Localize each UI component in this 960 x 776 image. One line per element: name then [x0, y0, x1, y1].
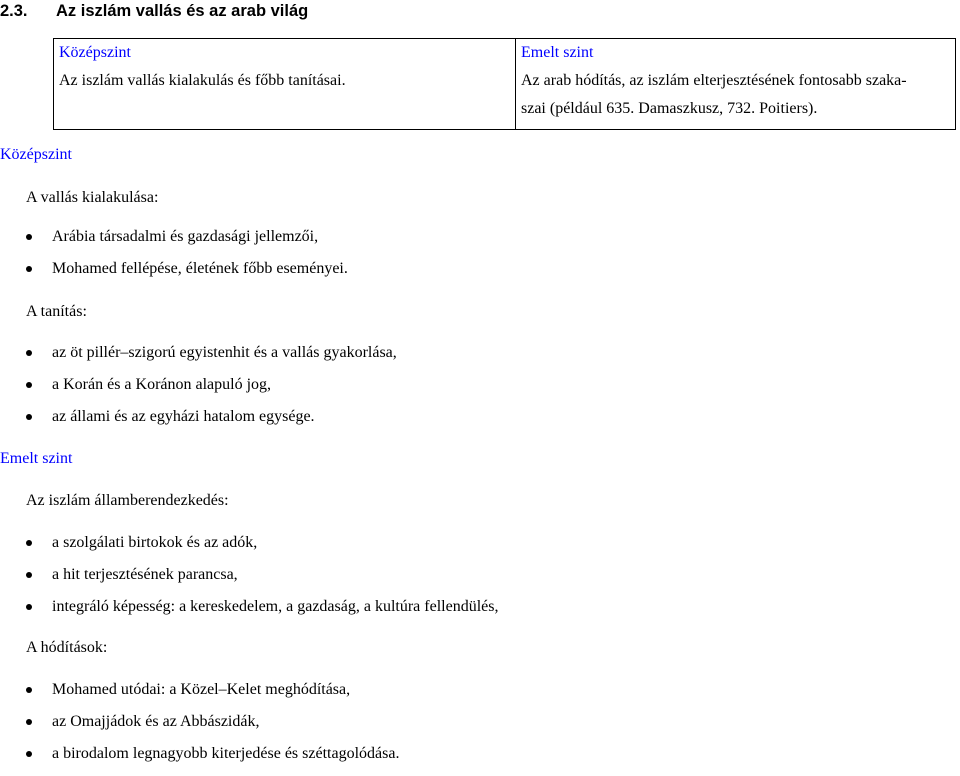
- bullet-icon: [26, 350, 32, 356]
- list-item: [0, 343, 397, 375]
- bullet-icon: [26, 382, 32, 388]
- emelt-szint-label: Emelt szint: [0, 450, 73, 467]
- intro-table-row: [54, 39, 956, 130]
- list-item-text: integráló képesség: a kereskedelem, a gazdaság, a kultúra fellendülés,: [52, 598, 499, 615]
- list-item: [0, 227, 348, 259]
- intro-table: [53, 38, 956, 130]
- list-item-text: Mohamed fellépése, életének főbb eseményei.: [52, 260, 348, 277]
- list-item-text: a hit terjesztésének parancsa,: [52, 566, 238, 583]
- section-title: Az iszlám vallás és az arab világ: [56, 2, 309, 20]
- list-item: [0, 597, 498, 629]
- bullet-icon: [26, 687, 32, 693]
- bullet-icon: [26, 540, 32, 546]
- intro-cell-emelt-szint: [516, 39, 956, 130]
- list-item: [0, 375, 397, 407]
- list-item-text: az öt pillér–szigorú egyistenhit és a vallás gyakorlása,: [52, 344, 397, 361]
- list-item: [0, 744, 399, 776]
- bullet-icon: [26, 719, 32, 725]
- list-item: [0, 533, 498, 565]
- list-item: [0, 712, 399, 744]
- intro-kozepszint-text: Az iszlám vallás kialakulás és főbb tanításai.: [59, 72, 346, 89]
- intro-emelt-szint-label: Emelt szint: [521, 44, 594, 61]
- allam-heading: Az iszlám államberendezkedés:: [26, 492, 229, 509]
- vallas-heading: A vallás kialakulása:: [26, 189, 159, 206]
- intro-emelt-szint-text-line1: Az arab hódítás, az iszlám elterjesztésének fontosabb szaka-: [521, 72, 907, 89]
- list-item-text: Mohamed utódai: a Közel–Kelet meghódítása,: [52, 681, 351, 698]
- list-item-text: az állami és az egyházi hatalom egysége.: [52, 408, 315, 425]
- intro-cell-kozepszint: [54, 39, 516, 130]
- list-item: [0, 680, 399, 712]
- allam-list: [0, 533, 498, 629]
- bullet-icon: [26, 604, 32, 610]
- intro-kozepszint-label: Középszint: [59, 44, 131, 61]
- bullet-icon: [26, 572, 32, 578]
- list-item-text: Arábia társadalmi és gazdasági jellemzői,: [52, 228, 319, 245]
- hoditasok-list: [0, 680, 399, 776]
- section-heading: [0, 0, 308, 22]
- bullet-icon: [26, 414, 32, 420]
- list-item-text: a birodalom legnagyobb kiterjedése és széttagolódása.: [52, 745, 400, 762]
- bullet-icon: [26, 266, 32, 272]
- intro-emelt-szint-text-line2: szai (például 635. Damaszkusz, 732. Poitiers).: [521, 100, 818, 117]
- list-item: [0, 407, 397, 439]
- list-item: [0, 565, 498, 597]
- list-item-text: az Omajjádok és az Abbászidák,: [52, 713, 260, 730]
- kozepszint-label: Középszint: [0, 146, 72, 163]
- tanitas-heading: A tanítás:: [26, 303, 87, 320]
- vallas-list: [0, 227, 348, 291]
- bullet-icon: [26, 751, 32, 757]
- list-item-text: a Korán és a Koránon alapuló jog,: [52, 376, 272, 393]
- list-item: [0, 259, 348, 291]
- list-item-text: a szolgálati birtokok és az adók,: [52, 534, 258, 551]
- bullet-icon: [26, 234, 32, 240]
- hoditasok-heading: A hódítások:: [26, 639, 108, 656]
- tanitas-list: [0, 343, 397, 439]
- section-number: 2.3.: [0, 2, 28, 20]
